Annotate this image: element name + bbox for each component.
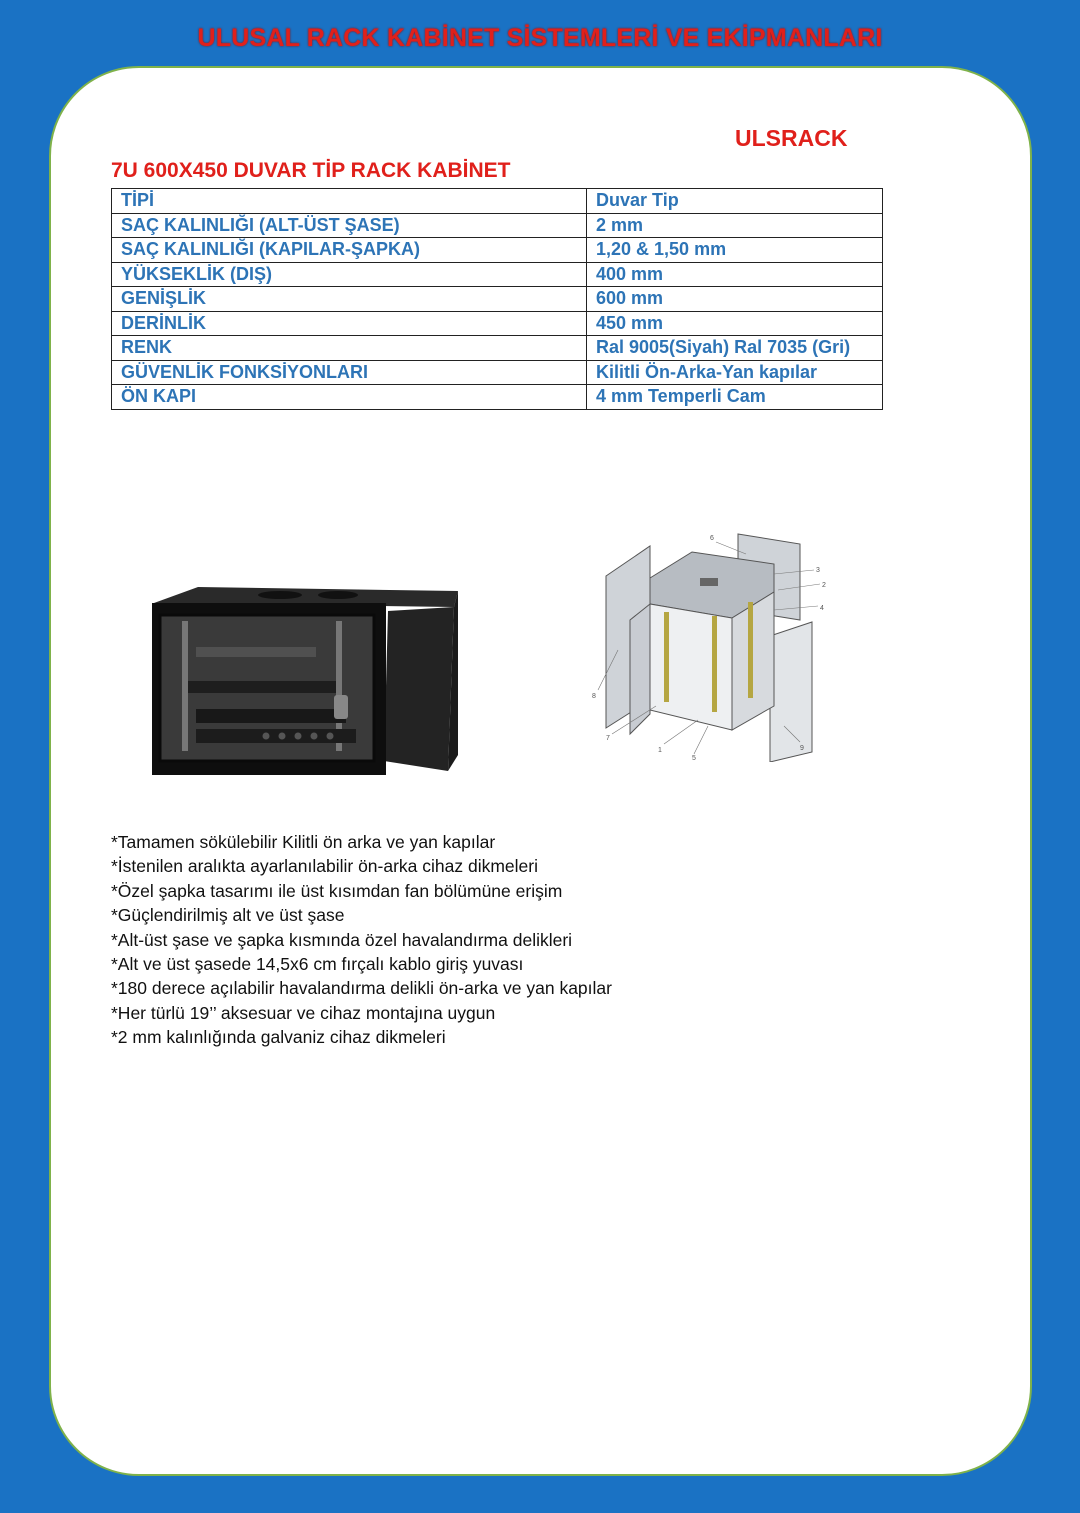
spec-value: Kilitli Ön-Arka-Yan kapılar xyxy=(587,360,883,385)
spec-row xyxy=(112,287,883,312)
spec-label: ÖN KAPI xyxy=(112,385,587,410)
spec-value: 2 mm xyxy=(587,213,883,238)
banner-title: ULUSAL RACK KABİNET SİSTEMLERİ VE EKİPMANLARI xyxy=(197,24,883,52)
feature-item: *Güçlendirilmiş alt ve üst şase xyxy=(111,905,345,926)
spec-label: TİPİ xyxy=(112,189,587,214)
brand-name: ULSRACK xyxy=(735,125,848,151)
spec-value: 450 mm xyxy=(587,311,883,336)
cabinet-photo xyxy=(148,585,462,777)
feature-list xyxy=(111,830,612,1050)
spec-label: SAÇ KALINLIĞI (KAPILAR-ŞAPKA) xyxy=(112,238,587,263)
diagram-label: 6 xyxy=(710,535,714,542)
spec-row xyxy=(112,262,883,287)
diagram-label: 2 xyxy=(822,582,826,589)
feature-item: *Alt ve üst şasede 14,5x6 cm fırçalı kablo giriş yuvası xyxy=(111,953,524,974)
feature-item: *Özel şapka tasarımı ile üst kısımdan fan bölümüne erişim xyxy=(111,880,563,901)
spec-row xyxy=(112,311,883,336)
spec-row xyxy=(112,213,883,238)
diagram-label: 8 xyxy=(592,693,596,700)
feature-item: *180 derece açılabilir havalandırma delikli ön-arka ve yan kapılar xyxy=(111,978,612,999)
spec-value: Duvar Tip xyxy=(587,189,883,214)
spec-value: 1,20 & 1,50 mm xyxy=(587,238,883,263)
spec-row xyxy=(112,360,883,385)
feature-item: *İstenilen aralıkta ayarlanılabilir ön-arka cihaz dikmeleri xyxy=(111,856,538,877)
diagram-label: 3 xyxy=(816,567,820,574)
spec-row xyxy=(112,336,883,361)
feature-item: *2 mm kalınlığında galvaniz cihaz dikmeleri xyxy=(111,1027,446,1048)
diagram-label: 7 xyxy=(606,735,610,742)
spec-label: GENİŞLİK xyxy=(112,287,587,312)
spec-value: 4 mm Temperli Cam xyxy=(587,385,883,410)
diagram-label: 1 xyxy=(658,747,662,754)
spec-label: RENK xyxy=(112,336,587,361)
diagram-label: 9 xyxy=(800,745,804,752)
diagram-label: 4 xyxy=(820,605,824,612)
spec-label: DERİNLİK xyxy=(112,311,587,336)
spec-row xyxy=(112,385,883,410)
feature-item: *Alt-üst şase ve şapka kısmında özel havalandırma delikleri xyxy=(111,929,573,950)
spec-table xyxy=(111,188,883,410)
cabinet-exploded-diagram xyxy=(588,530,836,762)
spec-label: YÜKSEKLİK (DIŞ) xyxy=(112,262,587,287)
product-title: 7U 600X450 DUVAR TİP RACK KABİNET xyxy=(111,159,511,182)
spec-value: 600 mm xyxy=(587,287,883,312)
spec-label: SAÇ KALINLIĞI (ALT-ÜST ŞASE) xyxy=(112,213,587,238)
spec-row xyxy=(112,238,883,263)
feature-item: *Tamamen sökülebilir Kilitli ön arka ve yan kapılar xyxy=(111,832,496,852)
spec-value: 400 mm xyxy=(587,262,883,287)
spec-value: Ral 9005(Siyah) Ral 7035 (Gri) xyxy=(587,336,883,361)
diagram-label: 5 xyxy=(692,755,696,762)
spec-label: GÜVENLİK FONKSİYONLARI xyxy=(112,360,587,385)
feature-item: *Her türlü 19’’ aksesuar ve cihaz montajına uygun xyxy=(111,1002,496,1023)
spec-row xyxy=(112,189,883,214)
